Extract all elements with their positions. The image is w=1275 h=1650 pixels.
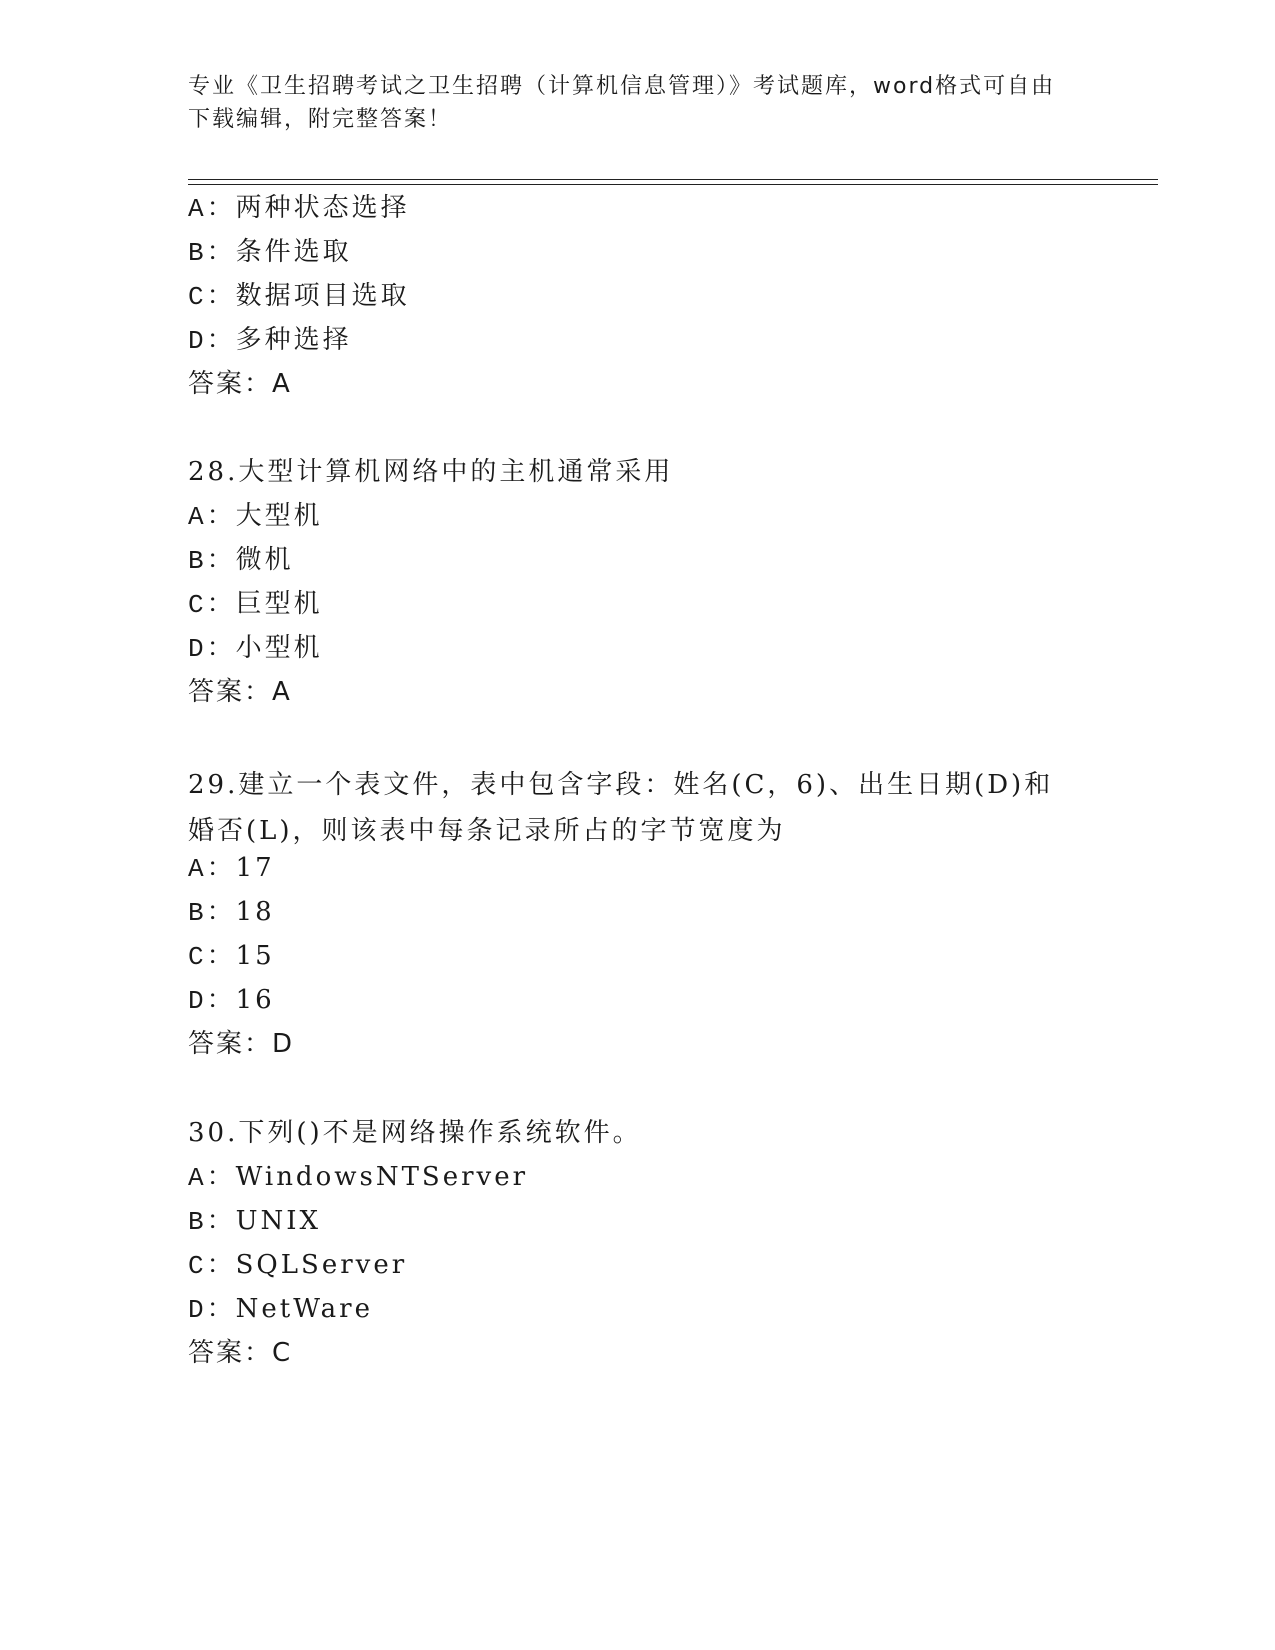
- option-text: 大型机: [235, 501, 323, 531]
- option-label: A：: [188, 194, 236, 224]
- document-header: 专业《卫生招聘考试之卫生招聘（计算机信息管理）》考试题库，word格式可自由下载编辑，附完整答案！: [188, 74, 1056, 132]
- option-label: B：: [188, 1207, 236, 1237]
- q29-option-d: [188, 984, 275, 1017]
- q30-question: 30.下列()不是网络操作系统软件。: [188, 1118, 642, 1148]
- option-label: D：: [188, 634, 236, 664]
- q30-option-d: [188, 1293, 373, 1326]
- option-text: 18: [235, 897, 275, 927]
- q29-option-a: [188, 852, 275, 885]
- option-text: 巨型机: [235, 589, 323, 619]
- q27-option-c: [188, 280, 410, 313]
- option-label: A：: [188, 1163, 236, 1193]
- option-text: 条件选取: [235, 237, 352, 267]
- option-label: C：: [188, 282, 236, 312]
- option-text: 17: [235, 853, 275, 883]
- q30-option-a: [188, 1161, 528, 1194]
- q30-option-c: [188, 1249, 407, 1282]
- header-divider-bottom: [188, 184, 1158, 185]
- option-label: A：: [188, 854, 236, 884]
- q27-answer: 答案：A: [188, 369, 292, 399]
- option-text: 数据项目选取: [235, 281, 410, 311]
- option-label: D：: [188, 326, 236, 356]
- q29-answer: 答案：D: [188, 1029, 295, 1059]
- q30-answer: 答案：C: [188, 1338, 293, 1368]
- header-divider-top: [188, 179, 1158, 180]
- q29-option-b: [188, 896, 275, 929]
- option-text: 15: [235, 941, 275, 971]
- option-label: B：: [188, 546, 236, 576]
- option-text: 微机: [235, 545, 294, 575]
- option-text: UNIX: [235, 1206, 322, 1236]
- option-label: C：: [188, 942, 236, 972]
- option-text: WindowsNTServer: [235, 1162, 529, 1192]
- option-text: 小型机: [235, 633, 323, 663]
- option-label: C：: [188, 1251, 236, 1281]
- q28-option-c: [188, 588, 323, 621]
- option-label: D：: [188, 986, 236, 1016]
- option-label: D：: [188, 1295, 236, 1325]
- q27-option-d: [188, 324, 352, 357]
- option-label: C：: [188, 590, 236, 620]
- q28-option-b: [188, 544, 294, 577]
- option-label: B：: [188, 898, 236, 928]
- q28-option-d: [188, 632, 323, 665]
- option-text: 两种状态选择: [235, 193, 410, 223]
- q28-option-a: [188, 500, 323, 533]
- q28-answer: 答案：A: [188, 677, 292, 707]
- option-label: B：: [188, 238, 236, 268]
- option-text: NetWare: [235, 1294, 373, 1324]
- option-label: A：: [188, 502, 236, 532]
- q29-option-c: [188, 940, 275, 973]
- option-text: 16: [235, 985, 275, 1015]
- q27-option-a: [188, 192, 410, 225]
- option-text: 多种选择: [235, 325, 352, 355]
- q27-option-b: [188, 236, 352, 269]
- q29-question: 29.建立一个表文件，表中包含字段：姓名(C，6)、出生日期(D)和婚否(L)，则该表中每条记录所占的字节宽度为: [188, 770, 1054, 846]
- option-text: SQLServer: [235, 1250, 408, 1280]
- q28-question: 28.大型计算机网络中的主机通常采用: [188, 457, 674, 487]
- q30-option-b: [188, 1205, 321, 1238]
